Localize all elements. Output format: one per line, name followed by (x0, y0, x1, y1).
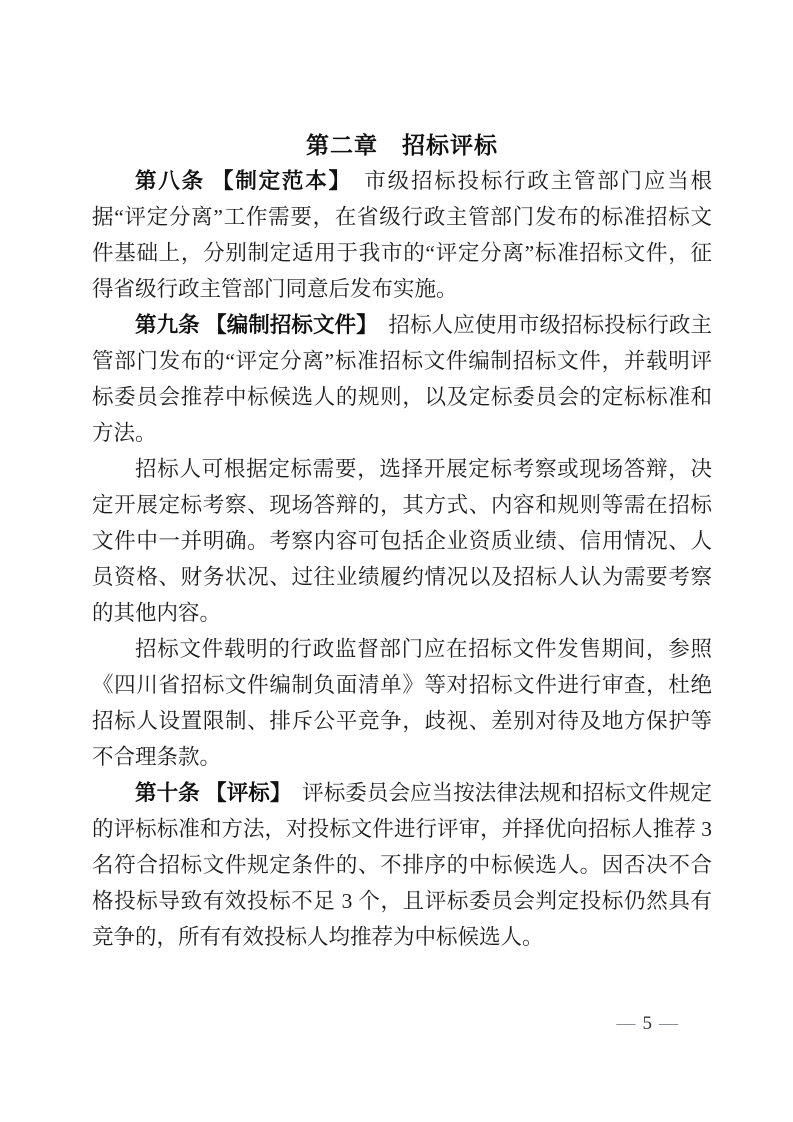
page-footer (610, 1012, 686, 1036)
article-9-text: 招标人应使用市级招标投标行政主管部门发布的“评定分离”标准招标文件编制招标文件，并载明评标委员会推荐中标候选人的规则，以及定标委员会的定标标准和方法。 (92, 313, 712, 445)
paragraph-article-10 (92, 775, 712, 955)
article-10-text: 评标委员会应当按法律法规和招标文件规定的评标标准和方法，对投标文件进行评审，并择优向招标人推荐 3 名符合招标文件规定条件的、不排序的中标候选人。因否决不合格投标导致有效投标不足 3 个，且评标委员会判定投标仍然具有竞争的，所有有效投标人均推荐为中标候选人。 (92, 781, 712, 949)
paragraph-article-8 (92, 163, 712, 307)
paragraph-review-text: 招标文件载明的行政监督部门应在招标文件发售期间，参照《四川省招标文件编制负面清单》等对招标文件进行审查，杜绝招标人设置限制、排斥公平竞争，歧视、差别对待及地方保护等不合理条款。 (92, 637, 712, 769)
paragraph-review (92, 631, 712, 775)
article-8-label: 第八条 【制定范本】 (135, 169, 342, 193)
chapter-title: 第二章 招标评标 (306, 132, 498, 158)
article-9-label: 第九条 【编制招标文件】 (135, 313, 367, 337)
paragraph-article-9 (92, 307, 712, 451)
page-number: 5 (642, 1013, 652, 1034)
paragraph-inspection (92, 451, 712, 631)
paragraph-inspection-text: 招标人可根据定标需要，选择开展定标考察或现场答辩，决定开展定标考察、现场答辩的，其方式、内容和规则等需在招标文件中一并明确。考察内容可包括企业资质业绩、信用情况、人员资格、财务状况、过往业绩履约情况以及招标人认为需要考察的其他内容。 (92, 457, 712, 625)
article-8-text: 市级招标投标行政主管部门应当根据“评定分离”工作需要，在省级行政主管部门发布的标准招标文件基础上，分别制定适用于我市的“评定分离”标准招标文件，征得省级行政主管部门同意后发布实施。 (92, 169, 712, 301)
article-10-label: 第十条 【评标】 (135, 781, 281, 805)
footer-dash-right: — (659, 1013, 678, 1034)
document-content (92, 127, 712, 955)
footer-dash-left: — (616, 1013, 636, 1034)
